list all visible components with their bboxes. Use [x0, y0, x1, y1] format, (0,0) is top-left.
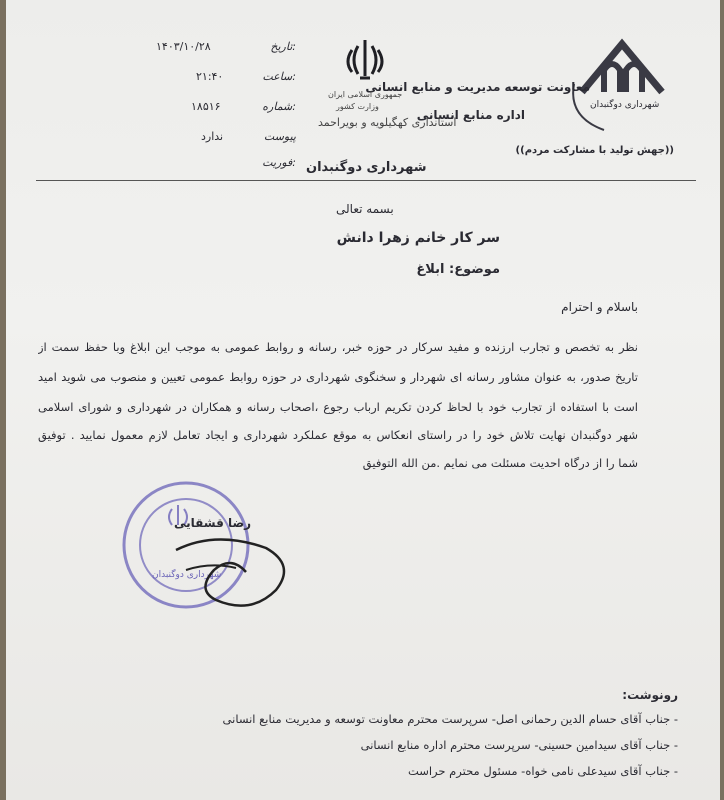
org-line-1: جمهوری اسلامی ایران [328, 90, 403, 99]
cc-title: رونوشت: [622, 688, 678, 702]
body-line: شما را از درگاه احدیت مسئلت می نمایم .من الله التوفیق [362, 456, 638, 470]
body-line: شهر دوگنبدان نهایت تلاش خود را در راستای انعکاس به موقع عملکرد شهرداری و ایجاد تعامل لازم معمول نمایید . توفیق [38, 428, 638, 442]
body-line: تاریخ صدور، به عنوان مشاور رسانه ای شهردار و سخنگوی شهرداری در حوزه روابط عمومی تعیین و منصوب می شوید امید [38, 370, 638, 384]
signer-name: رضا قشقایی [174, 516, 252, 530]
deputy-title: معاونت توسعه مدیریت و منابع انسانی [365, 80, 590, 94]
national-emblem-icon [340, 36, 390, 84]
org-line-3: استانداری کهگیلویه و بویراحمد [318, 116, 457, 129]
cc-item: - جناب آقای سیدامین حسینی- سرپرست محترم اداره منابع انسانی [360, 738, 678, 752]
subject: موضوع: ابلاغ [416, 262, 500, 277]
cc-item: - جناب آقای حسام الدین رحمانی اصل- سرپرست محترم معاونت توسعه و مدیریت منابع انسانی [222, 712, 678, 726]
stamp-text: شهرداری دوگنبدان [152, 570, 222, 580]
opening-line: بسمه تعالی [336, 202, 394, 216]
addressee: سر کار خانم زهرا دانش [336, 230, 500, 246]
org-line-2: وزارت کشور [336, 102, 379, 111]
department-title: اداره منابع انسانی [416, 108, 525, 122]
logo-text: شهرداری دوگنبدان [590, 100, 660, 110]
body-line: نظر به تخصص و تجارب ارزنده و مفید سرکار در حوزه خبر، رسانه و روابط عمومی به موجب این ابلاغ وبا حفظ سمت از [38, 340, 638, 354]
header-divider [36, 180, 696, 181]
municipality-name: شهرداری دوگنبدان [306, 160, 427, 175]
handwritten-signature [156, 510, 306, 620]
letter-paper: شهرداری دوگنبدان معاونت توسعه مدیریت و منابع انسانی اداره منابع انسانی ((جهش تولید با مشارکت مردم)) جمهوری اسلامی ایران وزارت کشور استانداری کهگیلویه و بویراحمد شهرداری دوگنبدان ۱۴۰۳/۱۰/۲۸ تاریخ: ۲۱:۴۰ ساعت: ۱۸۵۱۶ شماره: ندارد پیوست فوریت: بسمه تعالی سر کار خانم زهرا دانش موضوع: ابلاغ باسلام و احترام نظر به تخصص و تجارب ارزنده و مفید سرکار در حوزه خبر، رسانه و روابط عمومی به موجب این ابلاغ وبا حفظ سمت از تاریخ صدور، به عنوان مشاور رسانه ای شهردار و سخنگوی شهرداری در حوزه روابط عمومی تعیین و منصوب می شوید امید است با استفاده از تجارب خود با لحاظ کردن تکریم ارباب رجوع ،اصحاب رسانه و همکاران در شهرداری و شورای اسلامی شهر دوگنبدان نهایت تلاش خود را در راستای انعکاس به موقع عملکرد شهرداری و ایجاد تعامل لازم معمول نمایید . توفیق شما را از درگاه احدیت مسئلت می نمایم .من الله التوفیق شهرداری دوگنبدان رضا قشقایی رونوشت: - جناب آقای حسام الدین رحمانی اصل- سرپرست محترم معاونت توسعه و مدیریت منابع انسانی - جناب آقای سیدامین حسینی- سرپرست محترم اداره منابع انسانی - جناب آقای سیدعلی نامی خواه- مسئول محترم حراست [6, 0, 720, 800]
greeting: باسلام و احترام [561, 300, 638, 314]
cc-item: - جناب آقای سیدعلی نامی خواه- مسئول محترم حراست [407, 764, 678, 778]
body-line: است با استفاده از تجارب خود با لحاظ کردن تکریم ارباب رجوع ،اصحاب رسانه و همکاران در شهرداری و شورای اسلامی [38, 400, 638, 414]
slogan: ((جهش تولید با مشارکت مردم)) [515, 145, 674, 156]
